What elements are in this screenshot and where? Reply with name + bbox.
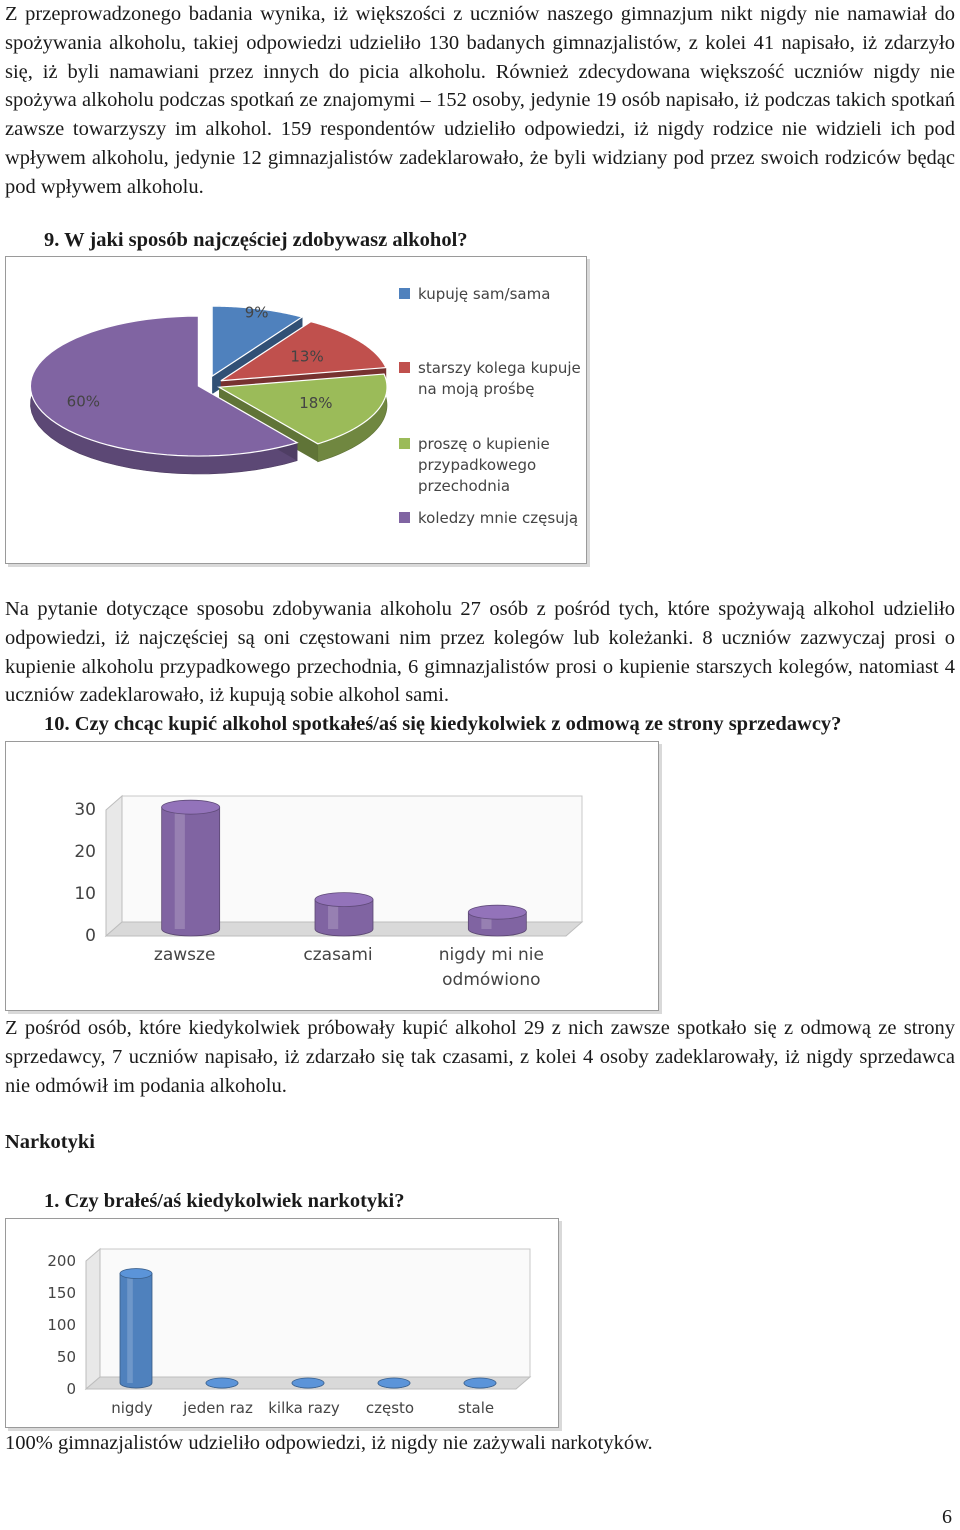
- bar-top-4: [464, 1378, 496, 1388]
- pie-chart-q9: [5, 256, 587, 564]
- bar-chart-q10: [5, 741, 659, 1011]
- y-tick-label-20: 20: [74, 842, 96, 862]
- chart-side-wall: [86, 1249, 100, 1389]
- x-category-label-1-0: jeden raz: [183, 1399, 253, 1417]
- y-tick-label-0: 0: [66, 1380, 76, 1398]
- pie-legend-label-1-0: starszy kolega kupuje: [418, 359, 581, 377]
- drugs-summary-paragraph: 100% gimnazjalistów udzieliło odpowiedzi, iż nigdy nie zażywali narkotyków.: [5, 1432, 653, 1454]
- bar-chart-q1: [5, 1218, 559, 1428]
- bar-body-0: [120, 1274, 152, 1388]
- pie-chart-svg: [6, 257, 588, 565]
- bar-top-2: [468, 905, 526, 919]
- bar-top-3: [378, 1378, 410, 1388]
- bar-top-1: [206, 1378, 238, 1388]
- pie-legend-swatch-2: [399, 438, 410, 449]
- bar-highlight-0: [127, 1274, 133, 1383]
- y-tick-label-200: 200: [47, 1252, 76, 1270]
- bar-top-1: [315, 893, 373, 907]
- x-category-label-2-0: nigdy mi nie: [438, 945, 544, 965]
- chart-back-wall: [100, 1249, 530, 1377]
- pie-value-label-3: 60%: [66, 392, 101, 411]
- pie-legend-swatch-1: [399, 362, 410, 373]
- x-category-label-2-1: odmówiono: [442, 970, 541, 990]
- y-tick-label-150: 150: [47, 1284, 76, 1302]
- pie-legend-swatch-0: [399, 288, 410, 299]
- pie-legend-label-0-0: kupuję sam/sama: [418, 285, 551, 303]
- pie-legend-label-2-1: przypadkowego: [418, 456, 537, 474]
- pie-legend-label-2-0: proszę o kupienie: [418, 435, 550, 453]
- bar-highlight-0: [175, 807, 185, 929]
- question-1-heading: 1. Czy brałeś/aś kiedykolwiek narkotyki?: [44, 1190, 405, 1212]
- bar-0: [120, 1269, 152, 1388]
- intro-paragraph: Z przeprowadzonego badania wynika, iż większości z uczniów naszego gimnazjum nikt nigdy nie namawiał do spożywania alkoholu, takiej odpowiedzi udzieliło 130 badanych gimnazjalistów, z kolei 41 napisało, iż zdarzyło się, iż byli namawiani przez innych do picia alkoholu. Również zdecydowana większość uczniów nigdy nie spożywa alkoholu podczas spotkań ze znajomymi – 152 osoby, jedynie 19 osób napisało, iż podczas takich spotkań zawsze towarzyszy im alkohol. 159 respondentów udzieliło odpowiedzi, iż nigdy rodzice nie widzieli ich pod wpływem alkoholu, jedynie 12 gimnazjalistów zadeklarowało, że byli widziany pod przez swoich rodziców będąc pod wpływem alkoholu.: [5, 3, 955, 198]
- y-tick-label-50: 50: [56, 1348, 76, 1366]
- pie-value-label-1: 13%: [290, 347, 324, 366]
- x-category-label-2-0: kilka razy: [268, 1399, 340, 1417]
- pie-legend-item-0: [399, 285, 550, 303]
- pie-legend-swatch-3: [399, 512, 410, 523]
- pie-value-label-0: 9%: [244, 303, 269, 322]
- pie-legend-label-2-2: przechodnia: [418, 477, 511, 495]
- y-tick-label-100: 100: [47, 1316, 76, 1334]
- bar-1: [315, 893, 373, 936]
- pie-legend-item-2: [399, 435, 550, 495]
- x-category-label-3-0: często: [365, 1399, 415, 1417]
- bar-top-2: [292, 1378, 324, 1388]
- q10-summary-paragraph: Z pośród osób, które kiedykolwiek próbowały kupić alkohol 29 z nich zawsze spotkało się z odmową ze strony sprzedawcy, 7 uczniów napisało, iż zdarzało się tak czasami, z kolei 4 osoby zadeklarowały, iż nigdy sprzedawca nie odmówił im podania alkoholu.: [5, 1017, 955, 1097]
- page-number: 6: [942, 1506, 952, 1528]
- pie-value-label-2: 18%: [299, 394, 333, 413]
- pie-legend-item-1: [399, 359, 581, 398]
- y-tick-label-0: 0: [85, 926, 96, 946]
- bar-top-0: [162, 800, 220, 814]
- pie-legend-item-3: [399, 509, 578, 527]
- bar-chart-q1-svg: [6, 1219, 560, 1429]
- pie-legend-label-1-1: na moją prośbę: [418, 380, 535, 398]
- bar-top-0: [120, 1269, 152, 1279]
- x-category-label-4-0: stale: [457, 1399, 495, 1417]
- section-heading-narkotyki: Narkotyki: [5, 1131, 95, 1153]
- question-10-heading: 10. Czy chcąc kupić alkohol spotkałeś/aś się kiedykolwiek z odmową ze strony sprzedawcy?: [44, 713, 842, 735]
- x-category-label-0-0: zawsze: [153, 945, 216, 965]
- x-category-label-0-0: nigdy: [111, 1399, 153, 1417]
- bar-0: [162, 800, 220, 936]
- x-category-label-1-0: czasami: [303, 945, 373, 965]
- y-tick-label-10: 10: [74, 884, 96, 904]
- chart-side-wall: [106, 796, 122, 936]
- bar-1: [206, 1378, 238, 1388]
- y-tick-label-30: 30: [74, 800, 96, 820]
- pie-legend-label-3-0: koledzy mnie częsują: [418, 509, 579, 527]
- question-9-heading: 9. W jaki sposób najczęściej zdobywasz alkohol?: [44, 229, 468, 251]
- q9-summary-paragraph: Na pytanie dotyczące sposobu zdobywania alkoholu 27 osób z pośród tych, które spożywają alkohol udzieliło odpowiedzi, iż najczęściej są oni częstowani nim przez kolegów lub koleżanki. 8 uczniów zazwyczaj prosi o kupienie alkoholu przypadkowego przechodnia, 6 gimnazjalistów prosi o kupienie starszych kolegów, natomiast 4 uczniów zadeklarowało, iż kupują sobie alkohol sami.: [5, 598, 955, 707]
- bar-chart-q10-svg: [6, 742, 660, 1012]
- bar-3: [378, 1378, 410, 1388]
- bar-body-0: [162, 807, 220, 936]
- bar-2: [292, 1378, 324, 1388]
- bar-4: [464, 1378, 496, 1388]
- bar-2: [468, 905, 526, 936]
